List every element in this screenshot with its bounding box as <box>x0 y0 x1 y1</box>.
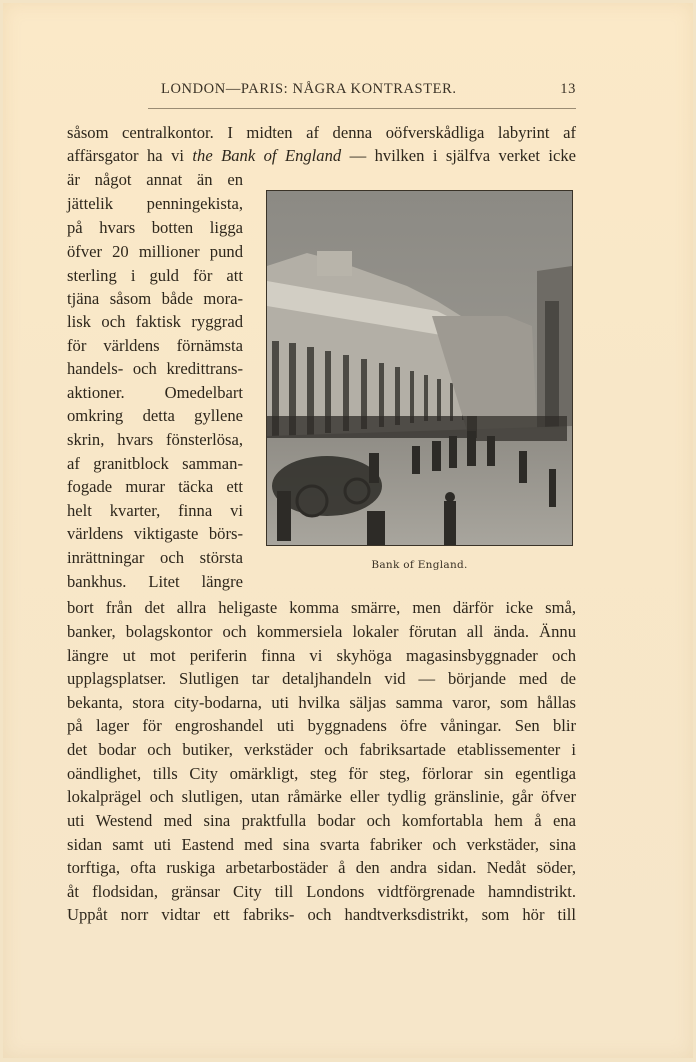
text-line: längre ut mot periferin finna vi skyhöga magasinsbyggnader och <box>67 646 576 665</box>
text-span: affärsgator ha vi <box>67 146 193 165</box>
figure-caption: Bank of England. <box>371 559 468 571</box>
street-scene-image <box>267 191 572 545</box>
text-line: åt flodsidan, gränsar City till Londons vidtförgrenade hamndistrikt. <box>67 882 576 901</box>
text-line: på hvars botten ligga <box>67 218 243 237</box>
book-page <box>3 3 693 1058</box>
text-line: Uppåt norr vidtar ett fabriks- och handtverksdistrikt, som hör till <box>67 905 576 924</box>
text-line: det bodar och butiker, verkstäder och fabriksartade etablissementer i <box>67 740 576 759</box>
text-line: oändlighet, tills City omärkligt, steg för steg, förlorar sin egentliga <box>67 764 576 783</box>
text-line: lisk och faktisk ryggrad <box>67 312 243 331</box>
bank-of-england-illustration <box>266 190 573 546</box>
text-line: för världens förnämsta <box>67 336 243 355</box>
text-line: sidan samt uti Eastend med sina svarta fabriker och verkstäder, sina <box>67 835 576 854</box>
text-line: af granitblock samman- <box>67 454 243 473</box>
text-line: världens viktigaste börs- <box>67 524 243 543</box>
text-line: är något annat än en <box>67 170 243 189</box>
text-line: aktioner. Omedelbart <box>67 383 243 402</box>
text-line <box>67 144 576 168</box>
text-line: på lager för engroshandel uti byggnadens öfre våningar. Sen blir <box>67 716 576 735</box>
page-number: 13 <box>560 81 576 97</box>
header-rule <box>148 108 576 109</box>
text-line: fogade murar täcka ett <box>67 477 243 496</box>
text-line: sterling i guld för att <box>67 266 243 285</box>
text-span: — hvilken i själfva verket icke <box>341 146 577 165</box>
running-title: LONDON—PARIS: NÅGRA KONTRASTER. <box>161 81 457 97</box>
text-line: uti Westend med sina praktfulla bodar och komfortabla hem å ena <box>67 811 576 830</box>
text-line: öfver 20 millioner pund <box>67 242 243 261</box>
italic-title: the Bank of England <box>192 146 342 165</box>
text-line: helt kvarter, finna vi <box>67 501 243 520</box>
text-line: inrättningar och största <box>67 548 243 567</box>
text-line: tjäna såsom både mora- <box>67 289 243 308</box>
text-line: lokalprägel och slutligen, utan råmärke eller tydlig gränslinie, går öfver <box>67 787 576 806</box>
text-line: omkring detta gyllene <box>67 406 243 425</box>
running-head <box>161 81 576 98</box>
text-line: bankhus. Litet längre <box>67 572 243 591</box>
text-line: bekanta, stora city-bodarna, uti hvilka säljas samma varor, som hållas <box>67 693 576 712</box>
text-line: handels- och kredittrans- <box>67 359 243 378</box>
text-line: skrin, hvars fönsterlösa, <box>67 430 243 449</box>
text-line: bort från det allra heligaste komma smärre, men därför icke små, <box>67 598 576 617</box>
text-line: torftiga, ofta ruskiga arbetarbostäder å den andra sidan. Nedåt söder, <box>67 858 576 877</box>
text-line: upplagsplatser. Slutligen tar detaljhandeln vid — börjande med de <box>67 669 576 688</box>
text-line: banker, bolagskontor och kommersiela lokaler förutan all ända. Ännu <box>67 622 576 641</box>
text-line: jättelik penningekista, <box>67 194 243 213</box>
text-line: såsom centralkontor. I midten af denna oöfverskådliga labyrint af <box>67 123 576 142</box>
